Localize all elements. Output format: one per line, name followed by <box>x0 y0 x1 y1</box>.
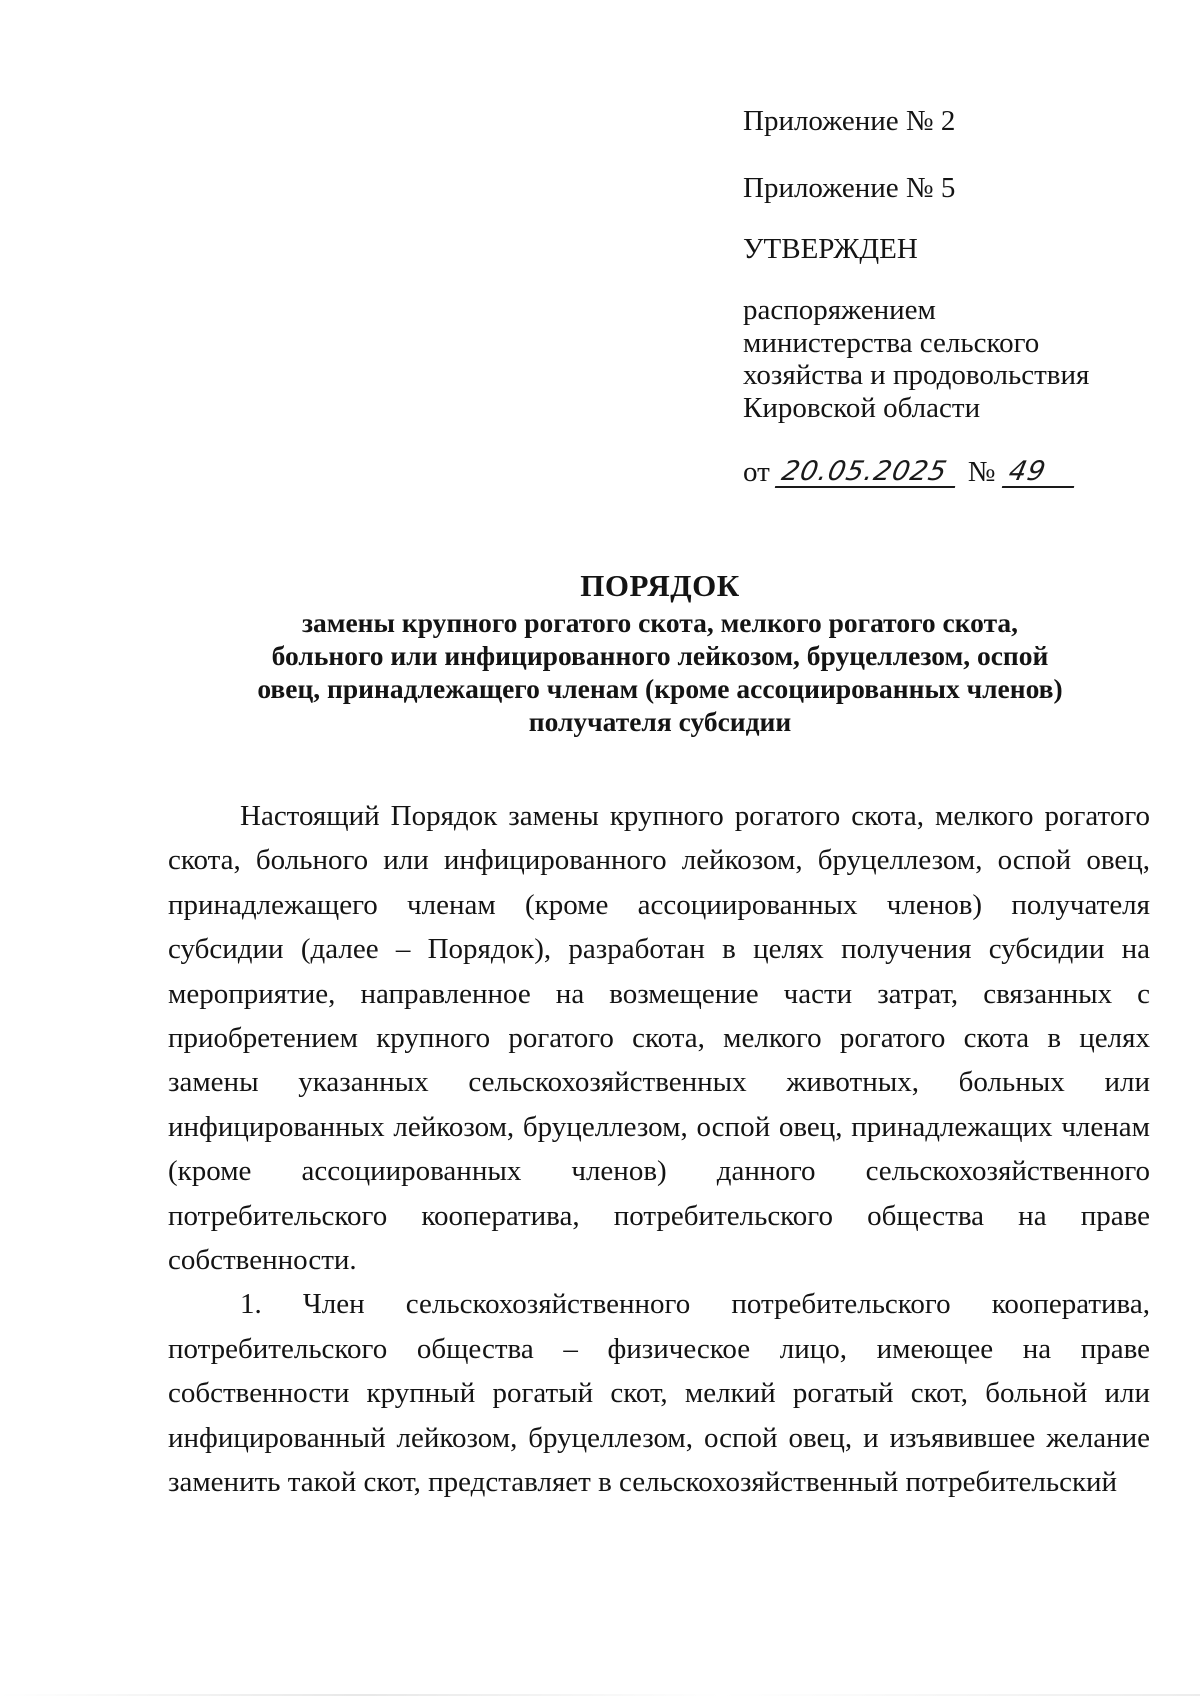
subtitle-line: получателя субсидии <box>528 706 792 737</box>
order-line: хозяйства и продовольствия <box>743 359 1090 391</box>
document-title-block <box>160 568 1160 738</box>
number-sign: № <box>967 456 996 488</box>
body-paragraph-item-1: 1. Член сельскохозяйственного потребительского кооператива, потребительского общества – физическое лицо, имеющее на праве собственности крупный рогатый скот, мелкий рогатый скот, больной или инфицированный лейкозом, бруцеллезом, оспой овец, и изъявившее желание заменить такой скот, представляет в сельскохозяйственный потребительский <box>168 1288 1150 1499</box>
document-title: ПОРЯДОК <box>580 568 740 603</box>
handwritten-number: 49 <box>1002 458 1080 488</box>
approved-label: УТВЕРЖДЕН <box>743 233 918 265</box>
subtitle-line: овец, принадлежащего членам (кроме ассоциированных членов) <box>257 673 1063 704</box>
order-reference <box>743 294 1089 424</box>
order-line: министерства сельского <box>743 326 1040 359</box>
appendix-2-label: Приложение № 2 <box>743 105 956 137</box>
document-subtitle <box>160 606 1160 738</box>
subtitle-line: больного или инфицированного лейкозом, бруцеллезом, оспой <box>271 640 1049 671</box>
body-paragraph-intro: Настоящий Порядок замены крупного рогатого скота, мелкого рогатого скота, больного или инфицированного лейкозом, бруцеллезом, оспой овец, принадлежащего членам (кроме ассоциированных членов) получателя субсидии (далее – Порядок), разработан в целях получения субсидии на мероприятие, направленное на возмещение части затрат, связанных с приобретением крупного рогатого скота, мелкого рогатого скота в целях замены указанных сельскохозяйственных животных, больных или инфицированных лейкозом, бруцеллезом, оспой овец, принадлежащих членам (кроме ассоциированных членов) данного сельскохозяйственного потребительского кооператива, потребительского общества на праве собственности. <box>168 800 1150 1277</box>
date-number-line <box>743 456 1077 488</box>
order-line: Кировской области <box>743 391 981 424</box>
subtitle-line: замены крупного рогатого скота, мелкого рогатого скота, <box>301 607 1019 638</box>
handwritten-date: 20.05.2025 <box>775 458 961 488</box>
date-prefix: от <box>743 456 770 488</box>
document-body <box>168 794 1150 1505</box>
appendix-5-label: Приложение № 5 <box>743 172 956 204</box>
scan-edge-line <box>0 1694 1200 1696</box>
order-line: распоряжением <box>743 294 936 326</box>
